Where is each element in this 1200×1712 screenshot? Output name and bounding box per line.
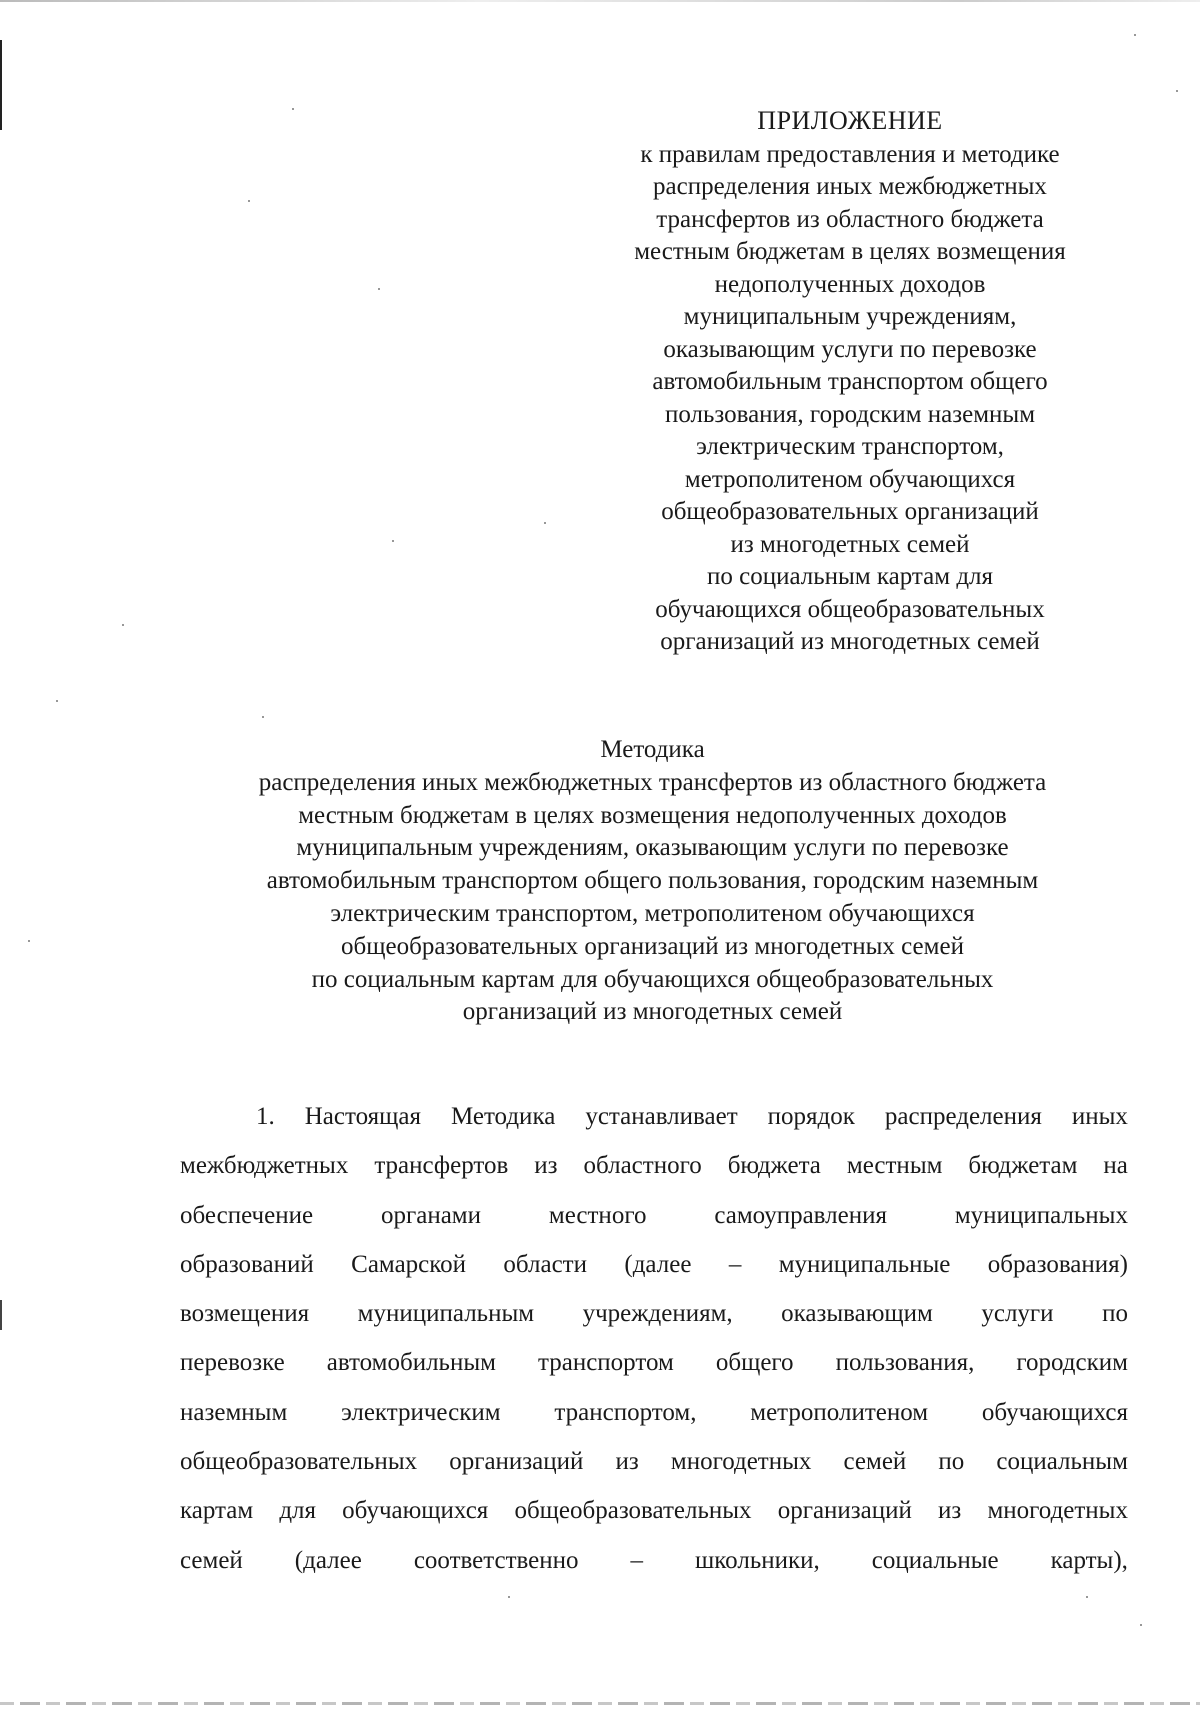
paragraph-word: социальные <box>871 1546 999 1574</box>
paragraph-word: метрополитеном <box>750 1398 929 1426</box>
paragraph-word: многодетных <box>987 1497 1128 1525</box>
paragraph-word: муниципальным <box>357 1300 535 1328</box>
scan-speck <box>1176 90 1178 92</box>
paragraph-word: транспортом, <box>554 1398 697 1426</box>
paragraph-word: муниципальные <box>778 1250 951 1278</box>
paragraph-word: (далее <box>624 1250 692 1278</box>
method-title-block <box>160 734 1145 1029</box>
scan-edge-bottom <box>0 1702 1200 1705</box>
paragraph-word: из <box>534 1152 558 1180</box>
paragraph-word: местного <box>548 1201 647 1229</box>
paragraph-word: по <box>1102 1300 1128 1328</box>
paragraph-word: межбюджетных <box>180 1152 349 1180</box>
paragraph-line <box>180 1092 1128 1141</box>
method-title-line: распределения иных межбюджетных трансфертов из областного бюджета <box>258 768 1047 796</box>
paragraph-word: пользования, <box>835 1349 975 1377</box>
paragraph-word: Самарской <box>351 1250 467 1278</box>
paragraph-word: местным <box>846 1152 943 1180</box>
method-title-line: электрическим транспортом, метрополитеном обучающихся <box>330 899 975 927</box>
paragraph-word: оказывающим <box>781 1300 933 1328</box>
paragraph-word: общего <box>715 1349 794 1377</box>
paragraph-word: учреждениям, <box>582 1300 733 1328</box>
paragraph-word: семей <box>843 1448 907 1476</box>
method-title-line: по социальным картам для обучающихся общеобразовательных <box>311 965 994 993</box>
paragraph-line <box>180 1289 1128 1338</box>
paragraph-word: карты), <box>1050 1546 1128 1574</box>
appendix-block <box>590 105 1110 659</box>
paragraph-word: перевозке <box>180 1349 285 1377</box>
appendix-line: по социальным картам для <box>706 563 994 590</box>
paragraph-word: соответственно <box>413 1546 579 1574</box>
paragraph-1 <box>180 1092 1128 1585</box>
appendix-line: распределения иных межбюджетных <box>653 173 1047 200</box>
scan-speck <box>56 700 58 702</box>
paragraph-word: из <box>938 1497 962 1525</box>
appendix-line: к правилам предоставления и методике <box>640 140 1060 168</box>
paragraph-word: организаций <box>449 1448 584 1476</box>
paragraph-word: наземным <box>180 1398 288 1426</box>
scan-edge-top <box>0 0 1200 2</box>
appendix-line: оказывающим услуги по перевозке <box>663 335 1037 363</box>
appendix-line: из многодетных семей <box>730 530 970 558</box>
scan-edge-left-lower <box>0 1300 2 1330</box>
scan-speck <box>1086 1596 1088 1598</box>
paragraph-word: муниципальных <box>954 1201 1128 1229</box>
paragraph-word: бюджетам <box>968 1152 1078 1180</box>
scan-speck <box>1134 34 1136 36</box>
scan-speck <box>28 940 30 942</box>
appendix-line: метрополитеном обучающихся <box>684 465 1016 493</box>
paragraph-word: обучающихся <box>981 1398 1128 1426</box>
paragraph-line <box>180 1141 1128 1190</box>
appendix-line: автомобильным транспортом общего <box>652 368 1048 395</box>
paragraph-word: семей <box>180 1546 243 1574</box>
paragraph-word: обучающихся <box>342 1497 489 1525</box>
paragraph-word: школьники, <box>695 1546 820 1574</box>
paragraph-word: самоуправления <box>714 1201 887 1229</box>
paragraph-word: автомобильным <box>326 1349 496 1377</box>
appendix-line: местным бюджетам в целях возмещения <box>634 238 1066 265</box>
appendix-line: общеобразовательных организаций <box>661 498 1039 525</box>
paragraph-word: электрическим <box>341 1398 501 1426</box>
scan-speck <box>292 108 294 110</box>
paragraph-line <box>180 1486 1128 1535</box>
method-title: Методика <box>600 736 705 763</box>
scan-edge-left <box>0 40 2 130</box>
paragraph-line <box>180 1536 1128 1585</box>
paragraph-line <box>180 1388 1128 1437</box>
paragraph-word: социальным <box>996 1448 1128 1476</box>
paragraph-word: транспортом <box>538 1349 674 1377</box>
paragraph-word: организаций <box>777 1497 912 1525</box>
paragraph-word: органами <box>380 1201 481 1229</box>
paragraph-word: Настоящая <box>304 1103 421 1130</box>
appendix-line: трансфертов из областного бюджета <box>656 205 1044 233</box>
method-title-line: местным бюджетам в целях возмещения недополученных доходов <box>298 801 1007 829</box>
paragraph-word: услуги <box>981 1300 1054 1328</box>
paragraph-word: образования) <box>987 1250 1128 1278</box>
paragraph-line <box>180 1437 1128 1486</box>
paragraph-line <box>180 1240 1128 1289</box>
scan-speck <box>122 624 124 626</box>
paragraph-word: – <box>728 1250 742 1278</box>
paragraph-word: обеспечение <box>180 1201 314 1229</box>
paragraph-word: (далее <box>294 1546 362 1574</box>
paragraph-word: иных <box>1071 1103 1128 1130</box>
paragraph-word: распределения <box>884 1103 1042 1130</box>
paragraph-word: общеобразовательных <box>180 1448 418 1476</box>
appendix-line: электрическим транспортом, <box>696 433 1004 460</box>
paragraph-word: на <box>1103 1152 1128 1180</box>
paragraph-word: по <box>938 1448 965 1476</box>
appendix-line: недополученных доходов <box>714 270 986 298</box>
scan-speck <box>378 288 380 290</box>
appendix-heading: ПРИЛОЖЕНИЕ <box>757 106 943 135</box>
appendix-line: муниципальным учреждениям, <box>683 303 1017 330</box>
paragraph-word: области <box>503 1250 587 1278</box>
paragraph-word: бюджета <box>727 1152 821 1180</box>
paragraph-word: общеобразовательных <box>514 1497 752 1525</box>
paragraph-word: устанавливает <box>585 1103 738 1130</box>
paragraph-line <box>180 1338 1128 1387</box>
scan-speck <box>1140 1624 1142 1626</box>
paragraph-word: из <box>615 1448 639 1476</box>
method-title-line: автомобильным транспортом общего пользования, городским наземным <box>266 867 1039 895</box>
paragraph-word: областного <box>583 1152 702 1180</box>
paragraph-word: 1. <box>256 1103 275 1130</box>
paragraph-line <box>180 1191 1128 1240</box>
appendix-line: обучающихся общеобразовательных <box>655 595 1045 623</box>
paragraph-word: для <box>279 1497 317 1525</box>
paragraph-word: многодетных <box>670 1448 812 1476</box>
scan-speck <box>262 716 264 718</box>
appendix-line: организаций из многодетных семей <box>660 628 1040 655</box>
scan-speck <box>248 200 250 202</box>
method-title-line: организаций из многодетных семей <box>462 998 843 1026</box>
paragraph-word: картам <box>180 1497 254 1525</box>
paragraph-word: возмещения <box>180 1300 310 1328</box>
scan-speck <box>508 1596 510 1598</box>
paragraph-word: городским <box>1016 1349 1128 1377</box>
paragraph-word: порядок <box>767 1103 855 1130</box>
appendix-line: пользования, городским наземным <box>664 400 1036 428</box>
scan-speck <box>392 540 394 542</box>
paragraph-word: Методика <box>450 1103 556 1130</box>
paragraph-word: образований <box>180 1250 314 1278</box>
method-title-line: общеобразовательных организаций из многодетных семей <box>341 932 964 960</box>
paragraph-word: трансфертов <box>374 1152 509 1180</box>
method-title-line: муниципальным учреждениям, оказывающим услуги по перевозке <box>296 834 1009 862</box>
paragraph-word: – <box>630 1546 644 1574</box>
scan-speck <box>544 522 546 524</box>
